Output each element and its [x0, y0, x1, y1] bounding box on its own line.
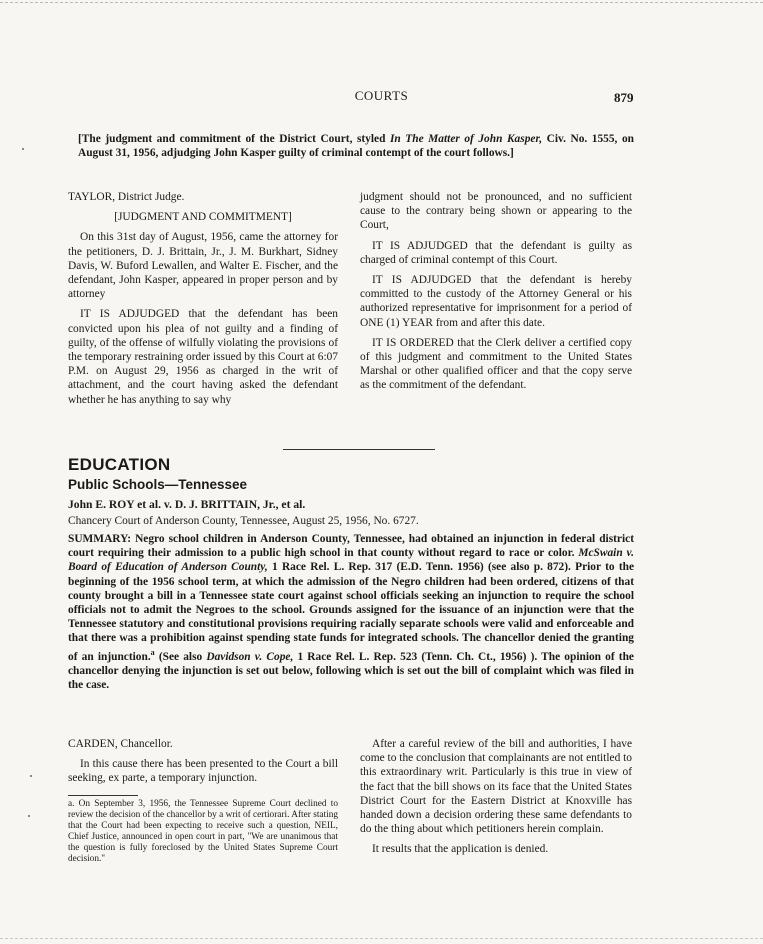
judgment-paragraph: judgment should not be pronounced, and no sufficient cause to the contrary being shown or appearing to the Court, [360, 191, 632, 232]
opinion-left-column [68, 737, 338, 786]
court-line: Chancery Court of Anderson County, Tennessee, August 25, 1956, No. 6727. [68, 515, 419, 527]
bottom-dashed-edge [0, 938, 763, 939]
judgment-paragraph: IT IS ADJUDGED that the defendant is guilty as charged of criminal contempt of this Court. [360, 239, 632, 266]
judge-line: TAYLOR, District Judge. [68, 191, 185, 203]
scan-speck [28, 815, 30, 817]
judgment-paragraph: On this 31st day of August, 1956, came the attorney for the petitioners, D. J. Brittain, Jr., J. M. Burkhart, Sidney Davis, W. Buford Lewallen, and Walter E. Fischer, and the defendant, John Kasper, appeared in proper person and by attorney [68, 231, 338, 301]
judgment-paragraph: IT IS ORDERED that the Clerk deliver a certified copy of this judgment and commitment to the United States Marshal or other qualified officer and that the copy serve as the commitment of the defendant. [360, 336, 632, 392]
page-number: 879 [614, 90, 634, 105]
opinion-right-column [360, 737, 632, 857]
case-title: John E. ROY et al. v. D. J. BRITTAIN, Jr., et al. [68, 498, 306, 511]
case-summary: SUMMARY: Negro school children in Anderson County, Tennessee, had obtained an injunction in federal district court requiring their admission to a public high school in that county without regard to race or color. McSwain v. Board of Education of Anderson County, 1 Race Rel. L. Rep. 317 (E.D. Tenn. 1956) (see also p. 872). Prior to the beginning of the 1956 school term, at which the admission of the Negro children had been ordered, citizens of that county brought a bill in a Tennessee state court against school officials seeking an injunction to require the school officials not to admit the Negroes to the school. Grounds assigned for the issuance of an injunction were that the Tennessee statutory and constitutional provisions requiring racially separate schools were valid and enforceable and that there was a prohibition against spending state funds for integrated schools. The chancellor denied the granting of an injunction.$^a$ (See also Davidson v. Cope, 1 Race Rel. L. Rep. 523 (Tenn. Ch. Ct., 1956) ). The opinion of the chancellor denying the injunction is set out below, following which is set out the bill of complaint which was filed in the case. [68, 533, 635, 691]
section-divider [283, 449, 435, 450]
section-heading: EDUCATION [68, 455, 171, 474]
section-subheading: Public Schools—Tennessee [68, 477, 248, 492]
top-dashed-edge [0, 2, 763, 3]
footnote-rule [68, 795, 138, 796]
footnote-marker: a [150, 647, 155, 657]
judgment-paragraph: IT IS ADJUDGED that the defendant is hereby committed to the custody of the Attorney General or his authorized representative for imprisonment for a period of ONE (1) YEAR from and after this date. [360, 274, 632, 329]
judgment-right-column [360, 190, 632, 393]
judgment-left-column [68, 190, 338, 407]
opinion-paragraph: It results that the application is denied. [372, 843, 549, 856]
judgment-heading: [JUDGMENT AND COMMITMENT] [114, 211, 292, 224]
running-title: COURTS [354, 88, 409, 103]
opinion-paragraph: In this cause there has been presented to the Court a bill seeking, ex parte, a temporary injunction. [68, 758, 338, 785]
scan-speck [22, 148, 24, 150]
opinion-paragraph: After a careful review of the bill and authorities, I have come to the conclusion that complainants are not entitled to this extraordinary writ. Particularly is this true in view of the fact that the bill shows on its face that the United States District Court for the Eastern District at Knoxville has handed down a decision ordering these same defendants to do the thing about which petitioners herein complain. [360, 738, 632, 836]
chancellor-line: CARDEN, Chancellor. [68, 738, 173, 750]
judgment-paragraph: IT IS ADJUDGED that the defendant has been convicted upon his plea of not guilty and a finding of guilty, of the offense of wilfully violating the provisions of the temporary restraining order issued by this Court at 6:07 P.M. on August 29, 1956 as charged in the writ of attachment, and the court having asked the defendant whether he has anything to say why [68, 308, 338, 406]
bracket-note: [The judgment and commitment of the District Court, styled In The Matter of John Kasper, Civ. No. 1555, on August 31, 1956, adjudging John Kasper guilty of criminal contempt of the court follows.] [78, 133, 634, 159]
footnote: a. On September 3, 1956, the Tennessee Supreme Court declined to review the decision of the chancellor by a writ of certiorari. After stating that the Court had been expecting to receive such a question, NEIL, Chief Justice, announced in open court in part, "We are unanimous that the question is fully foreclosed by the United States Supreme Court decision." [68, 799, 338, 864]
scan-speck [30, 775, 32, 777]
